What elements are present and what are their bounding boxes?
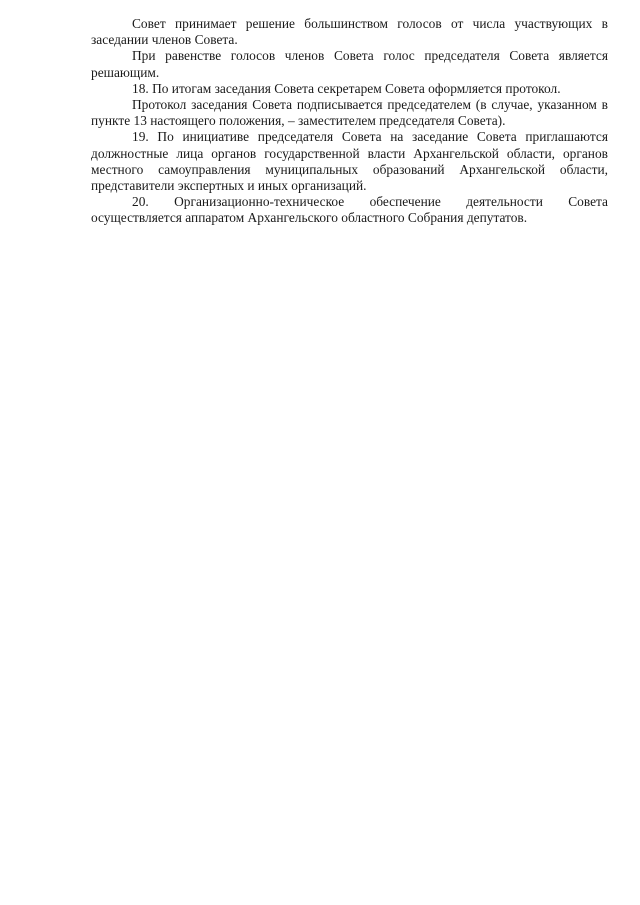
paragraph-voting-majority: Совет принимает решение большинством голосов от числа участвующих в заседании членов Совета. xyxy=(91,16,608,48)
paragraph-item-20: 20. Организационно-техническое обеспечение деятельности Совета осуществляется аппаратом Архангельского областного Собрания депутатов. xyxy=(91,194,608,226)
document-body xyxy=(91,16,608,227)
paragraph-item-19: 19. По инициативе председателя Совета на заседание Совета приглашаются должностные лица органов государственной власти Архангельской области, органов местного самоуправления муниципальных образований Архангельской области, представители экспертных и иных организаций. xyxy=(91,129,608,194)
paragraph-tie-vote: При равенстве голосов членов Совета голос председателя Совета является решающим. xyxy=(91,48,608,80)
paragraph-protocol-signing: Протокол заседания Совета подписывается председателем (в случае, указанном в пункте 13 настоящего положения, – заместителем председателя Совета). xyxy=(91,97,608,129)
paragraph-item-18: 18. По итогам заседания Совета секретарем Совета оформляется протокол. xyxy=(132,80,561,96)
